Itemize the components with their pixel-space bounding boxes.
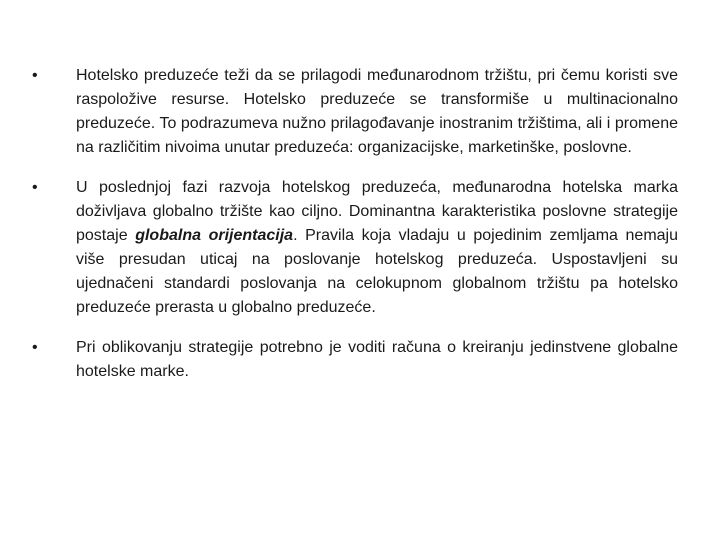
bullet-text-before: U poslednjoj fazi razvoja hotelskog preduzeća, međunarodna hotelska marka doživljava globalno tržište kao ciljno. Dominantna karakteristika poslovne strategije postaje bbox=[76, 179, 678, 244]
bullet-dot: • bbox=[32, 179, 38, 196]
bullet-list bbox=[32, 64, 678, 384]
bullet-item-3 bbox=[32, 336, 678, 384]
bullet-text-after: . Pravila koja vladaju u pojedinim zemljama nemaju više presudan uticaj na poslovanje hotelskog preduzeća. Uspostavljeni su ujednačeni standardi poslovanja na celokupnom globalnom tržištu pa hotelsko preduzeće prerasta u globalno preduzeće. bbox=[76, 227, 678, 316]
bullet-dot: • bbox=[32, 339, 38, 356]
bullet-item-2 bbox=[32, 176, 678, 320]
bullet-text: Hotelsko preduzeće teži da se prilagodi međunarodnom tržištu, pri čemu koristi sve raspoložive resurse. Hotelsko preduzeće se transformiše u multinacionalno preduzeće. To podrazumeva nužno prilagođavanje inostranim tržištima, ali i promene na različitim nivoima unutar preduzeća: organizacijske, marketinške, poslovne. bbox=[76, 67, 678, 156]
bullet-text: Pri oblikovanju strategije potrebno je voditi računa o kreiranju jedinstvene globalne hotelske marke. bbox=[76, 339, 678, 380]
bullet-item-1 bbox=[32, 64, 678, 160]
emphasis-text: globalna orijentacija bbox=[135, 227, 294, 244]
bullet-dot: • bbox=[32, 67, 38, 84]
